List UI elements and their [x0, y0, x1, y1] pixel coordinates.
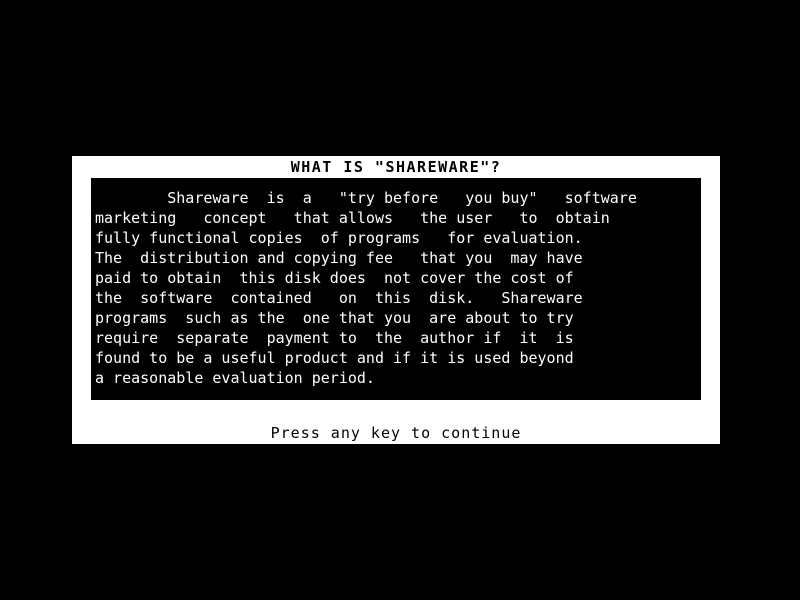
shareware-info-dialog: [72, 156, 720, 444]
continue-prompt[interactable]: [72, 422, 720, 444]
dialog-title-bar: [72, 156, 720, 178]
dialog-left-rail: [72, 178, 91, 422]
body-line: The distribution and copying fee that you may have: [95, 249, 583, 267]
body-line: fully functional copies of programs for evaluation.: [95, 229, 583, 247]
body-line: paid to obtain this disk does not cover the cost of: [95, 269, 574, 287]
page-title: WHAT IS "SHAREWARE"?: [290, 158, 502, 176]
body-line: found to be a useful product and if it is used beyond: [95, 349, 574, 367]
body-line: a reasonable evaluation period.: [95, 369, 375, 387]
body-line: Shareware is a "try before you buy" software: [95, 189, 637, 207]
body-line: the software contained on this disk. Shareware: [95, 289, 583, 307]
body-line: marketing concept that allows the user to obtain: [95, 209, 610, 227]
body-line: programs such as the one that you are about to try: [95, 309, 574, 327]
dialog-body-text: [91, 178, 701, 400]
continue-prompt-label: Press any key to continue: [270, 424, 522, 442]
body-line: require separate payment to the author if it is: [95, 329, 574, 347]
dialog-right-rail: [701, 178, 720, 422]
